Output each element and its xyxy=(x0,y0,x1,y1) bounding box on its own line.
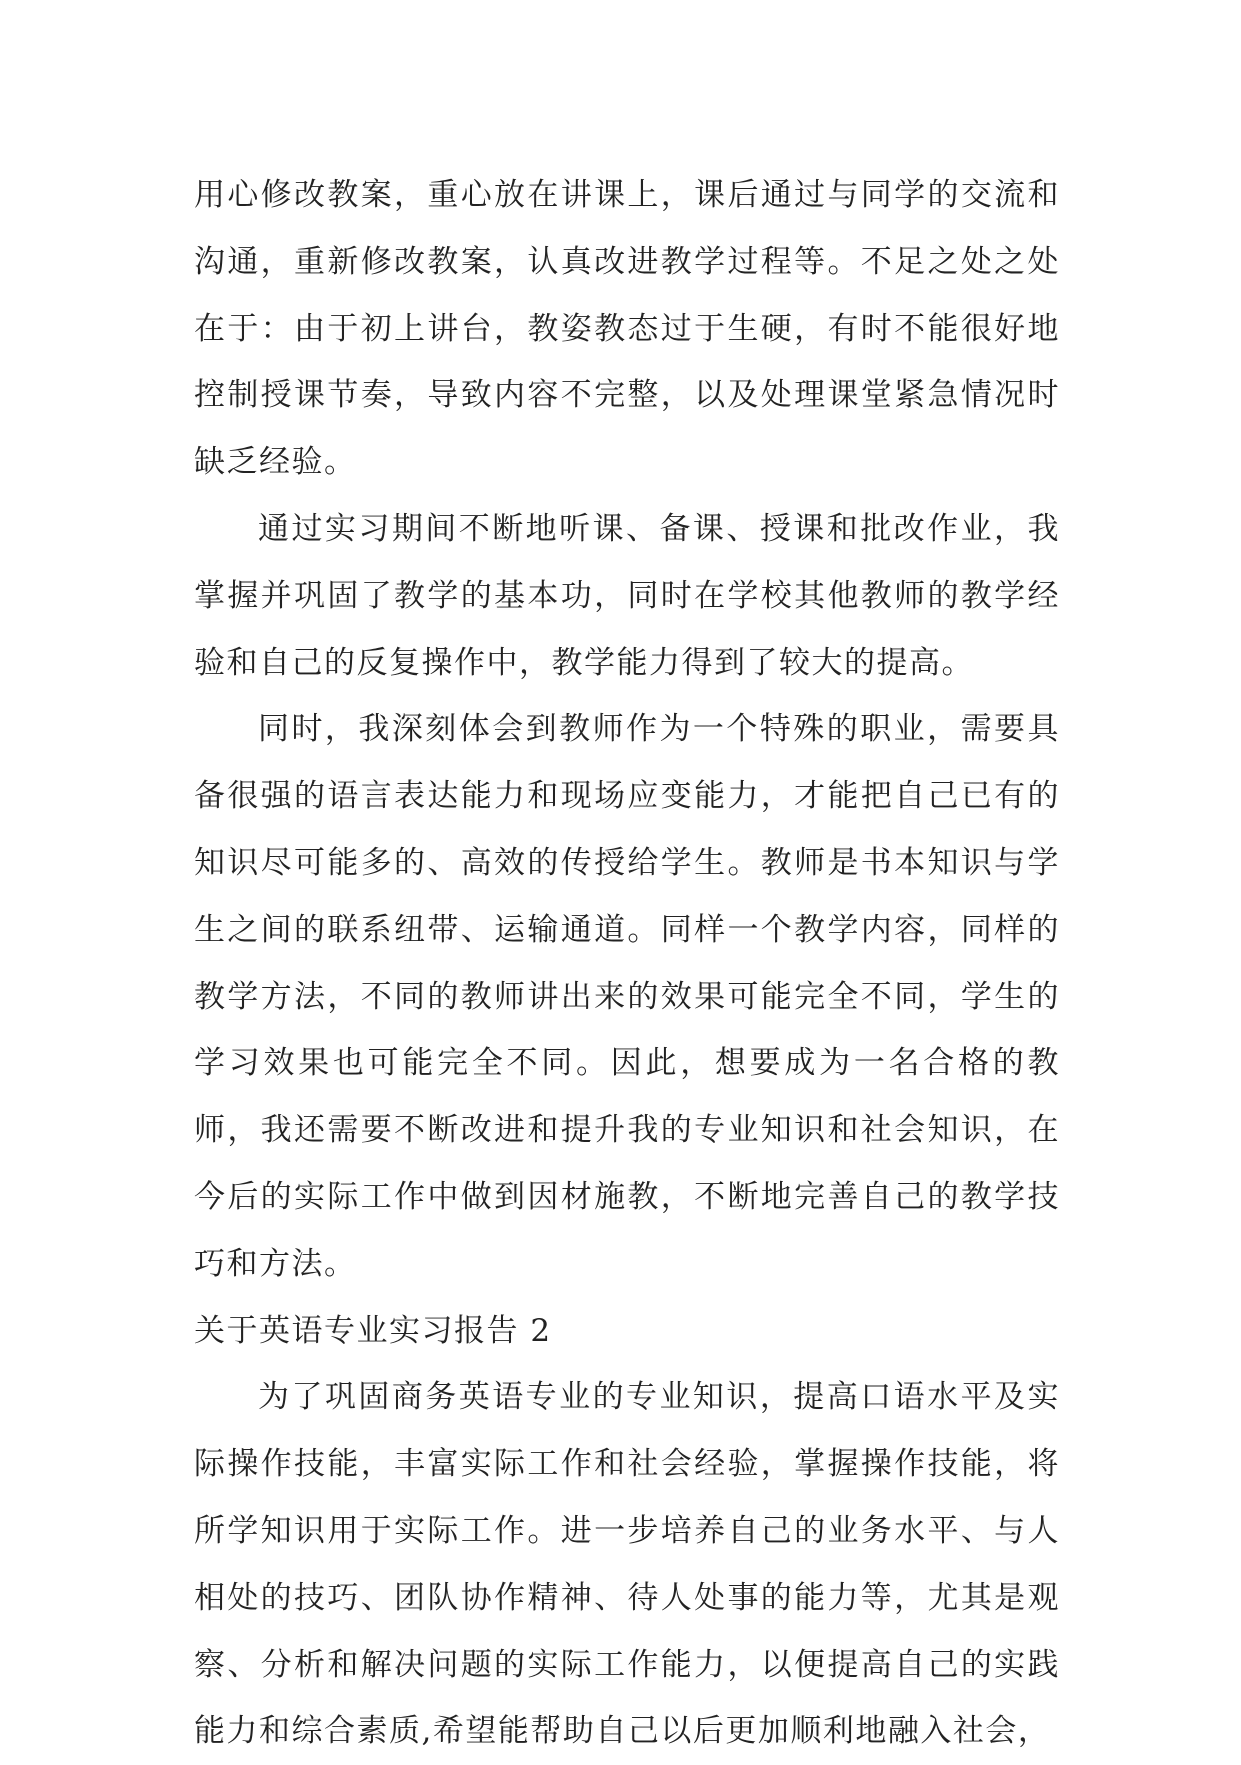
paragraph-continued: 用心修改教案，重心放在讲课上，课后通过与同学的交流和沟通，重新修改教案，认真改进教学过程等。不足之处之处在于：由于初上讲台，教姿教态过于生硬，有时不能很好地控制授课节奏，导致内容不完整，以及处理课堂紧急情况时缺乏经验。 xyxy=(194,177,1060,481)
paragraph-teaching-skills: 通过实习期间不断地听课、备课、授课和批改作业，我掌握并巩固了教学的基本功，同时在学校其他教师的教学经验和自己的反复操作中，教学能力得到了较大的提高。 xyxy=(194,510,1060,681)
document-body xyxy=(194,162,1060,1765)
paragraph-teacher-reflection: 同时，我深刻体会到教师作为一个特殊的职业，需要具备很强的语言表达能力和现场应变能力，才能把自己已有的知识尽可能多的、高效的传授给学生。教师是书本知识与学生之间的联系纽带、运输通道。同样一个教学内容，同样的教学方法，不同的教师讲出来的效果可能完全不同，学生的学习效果也可能完全不同。因此，想要成为一名合格的教师，我还需要不断改进和提升我的专业知识和社会知识，在今后的实际工作中做到因材施教，不断地完善自己的教学技巧和方法。 xyxy=(194,711,1060,1282)
paragraph-internship-purpose: 为了巩固商务英语专业的专业知识，提高口语水平及实际操作技能，丰富实际工作和社会经验，掌握操作技能，将所学知识用于实际工作。进一步培养自己的业务水平、与人相处的技巧、团队协作精神、待人处事的能力等，尤其是观察、分析和解决问题的实际工作能力，以便提高自己的实践能力和综合素质,希望能帮助自己以后更加顺利地融入社会， xyxy=(194,1379,1060,1750)
section-title: 关于英语专业实习报告 2 xyxy=(194,1312,552,1349)
